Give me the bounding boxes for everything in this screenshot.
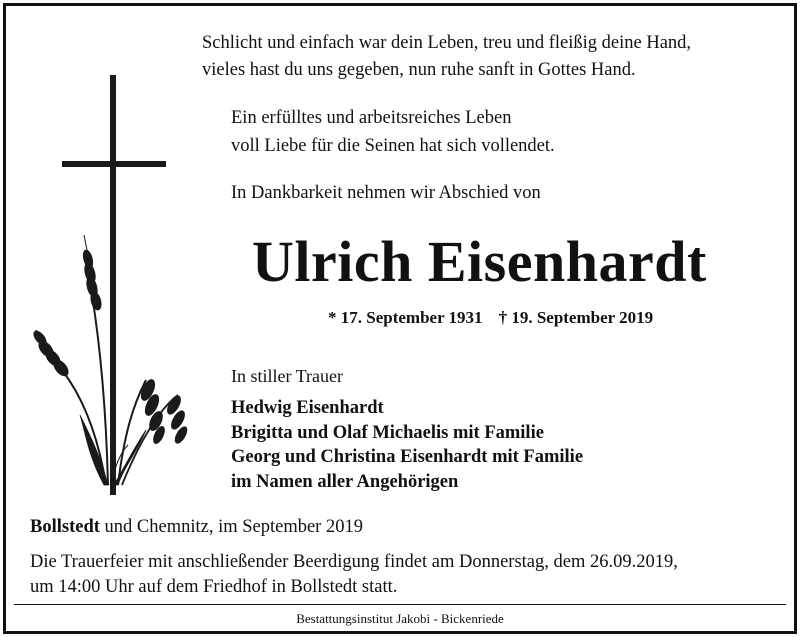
ceremony-line: um 14:00 Uhr auf dem Friedhof in Bollstedt statt. xyxy=(30,577,398,597)
verse-line: vieles hast du uns gegeben, nun ruhe sanft in Gottes Hand. xyxy=(202,60,636,80)
mourner-entry: Brigitta und Olaf Michaelis mit Familie xyxy=(231,422,544,443)
mourning-intro: In stiller Trauer xyxy=(231,366,343,386)
funeral-home-footer: Bestattungsinstitut Jakobi - Bickenriede xyxy=(296,611,504,626)
birth-date: * 17. September 1931 xyxy=(328,308,483,327)
mourners-list xyxy=(231,396,583,494)
tribute-text xyxy=(231,104,555,160)
verse-line: Schlicht und einfach war dein Leben, treu und fleißig deine Hand, xyxy=(202,33,692,53)
mourner-entry: im Namen aller Angehörigen xyxy=(231,471,459,492)
mourner-entry: Hedwig Eisenhardt xyxy=(231,398,384,418)
mourner-entry: Georg und Christina Eisenhardt mit Familie xyxy=(231,447,584,467)
farewell-intro: In Dankbarkeit nehmen wir Abschied von xyxy=(231,183,541,203)
deceased-name: Ulrich Eisenhardt xyxy=(252,229,707,294)
place-rest: und Chemnitz, im September 2019 xyxy=(99,517,363,537)
place-and-date xyxy=(30,514,363,540)
cross-with-wheat-icon xyxy=(28,75,188,500)
death-date: † 19. September 2019 xyxy=(498,308,654,327)
life-dates xyxy=(328,306,653,330)
memorial-verse xyxy=(202,30,691,84)
ceremony-line: Die Trauerfeier mit anschließender Beerdigung findet am Donnerstag, dem 26.09.2019, xyxy=(30,552,678,572)
tribute-line: Ein erfülltes und arbeitsreiches Leben xyxy=(231,108,512,128)
ceremony-info xyxy=(30,550,678,600)
place-town: Bollstedt xyxy=(30,517,100,537)
footer-divider xyxy=(14,604,786,605)
tribute-line: voll Liebe für die Seinen hat sich vollendet. xyxy=(231,136,555,156)
